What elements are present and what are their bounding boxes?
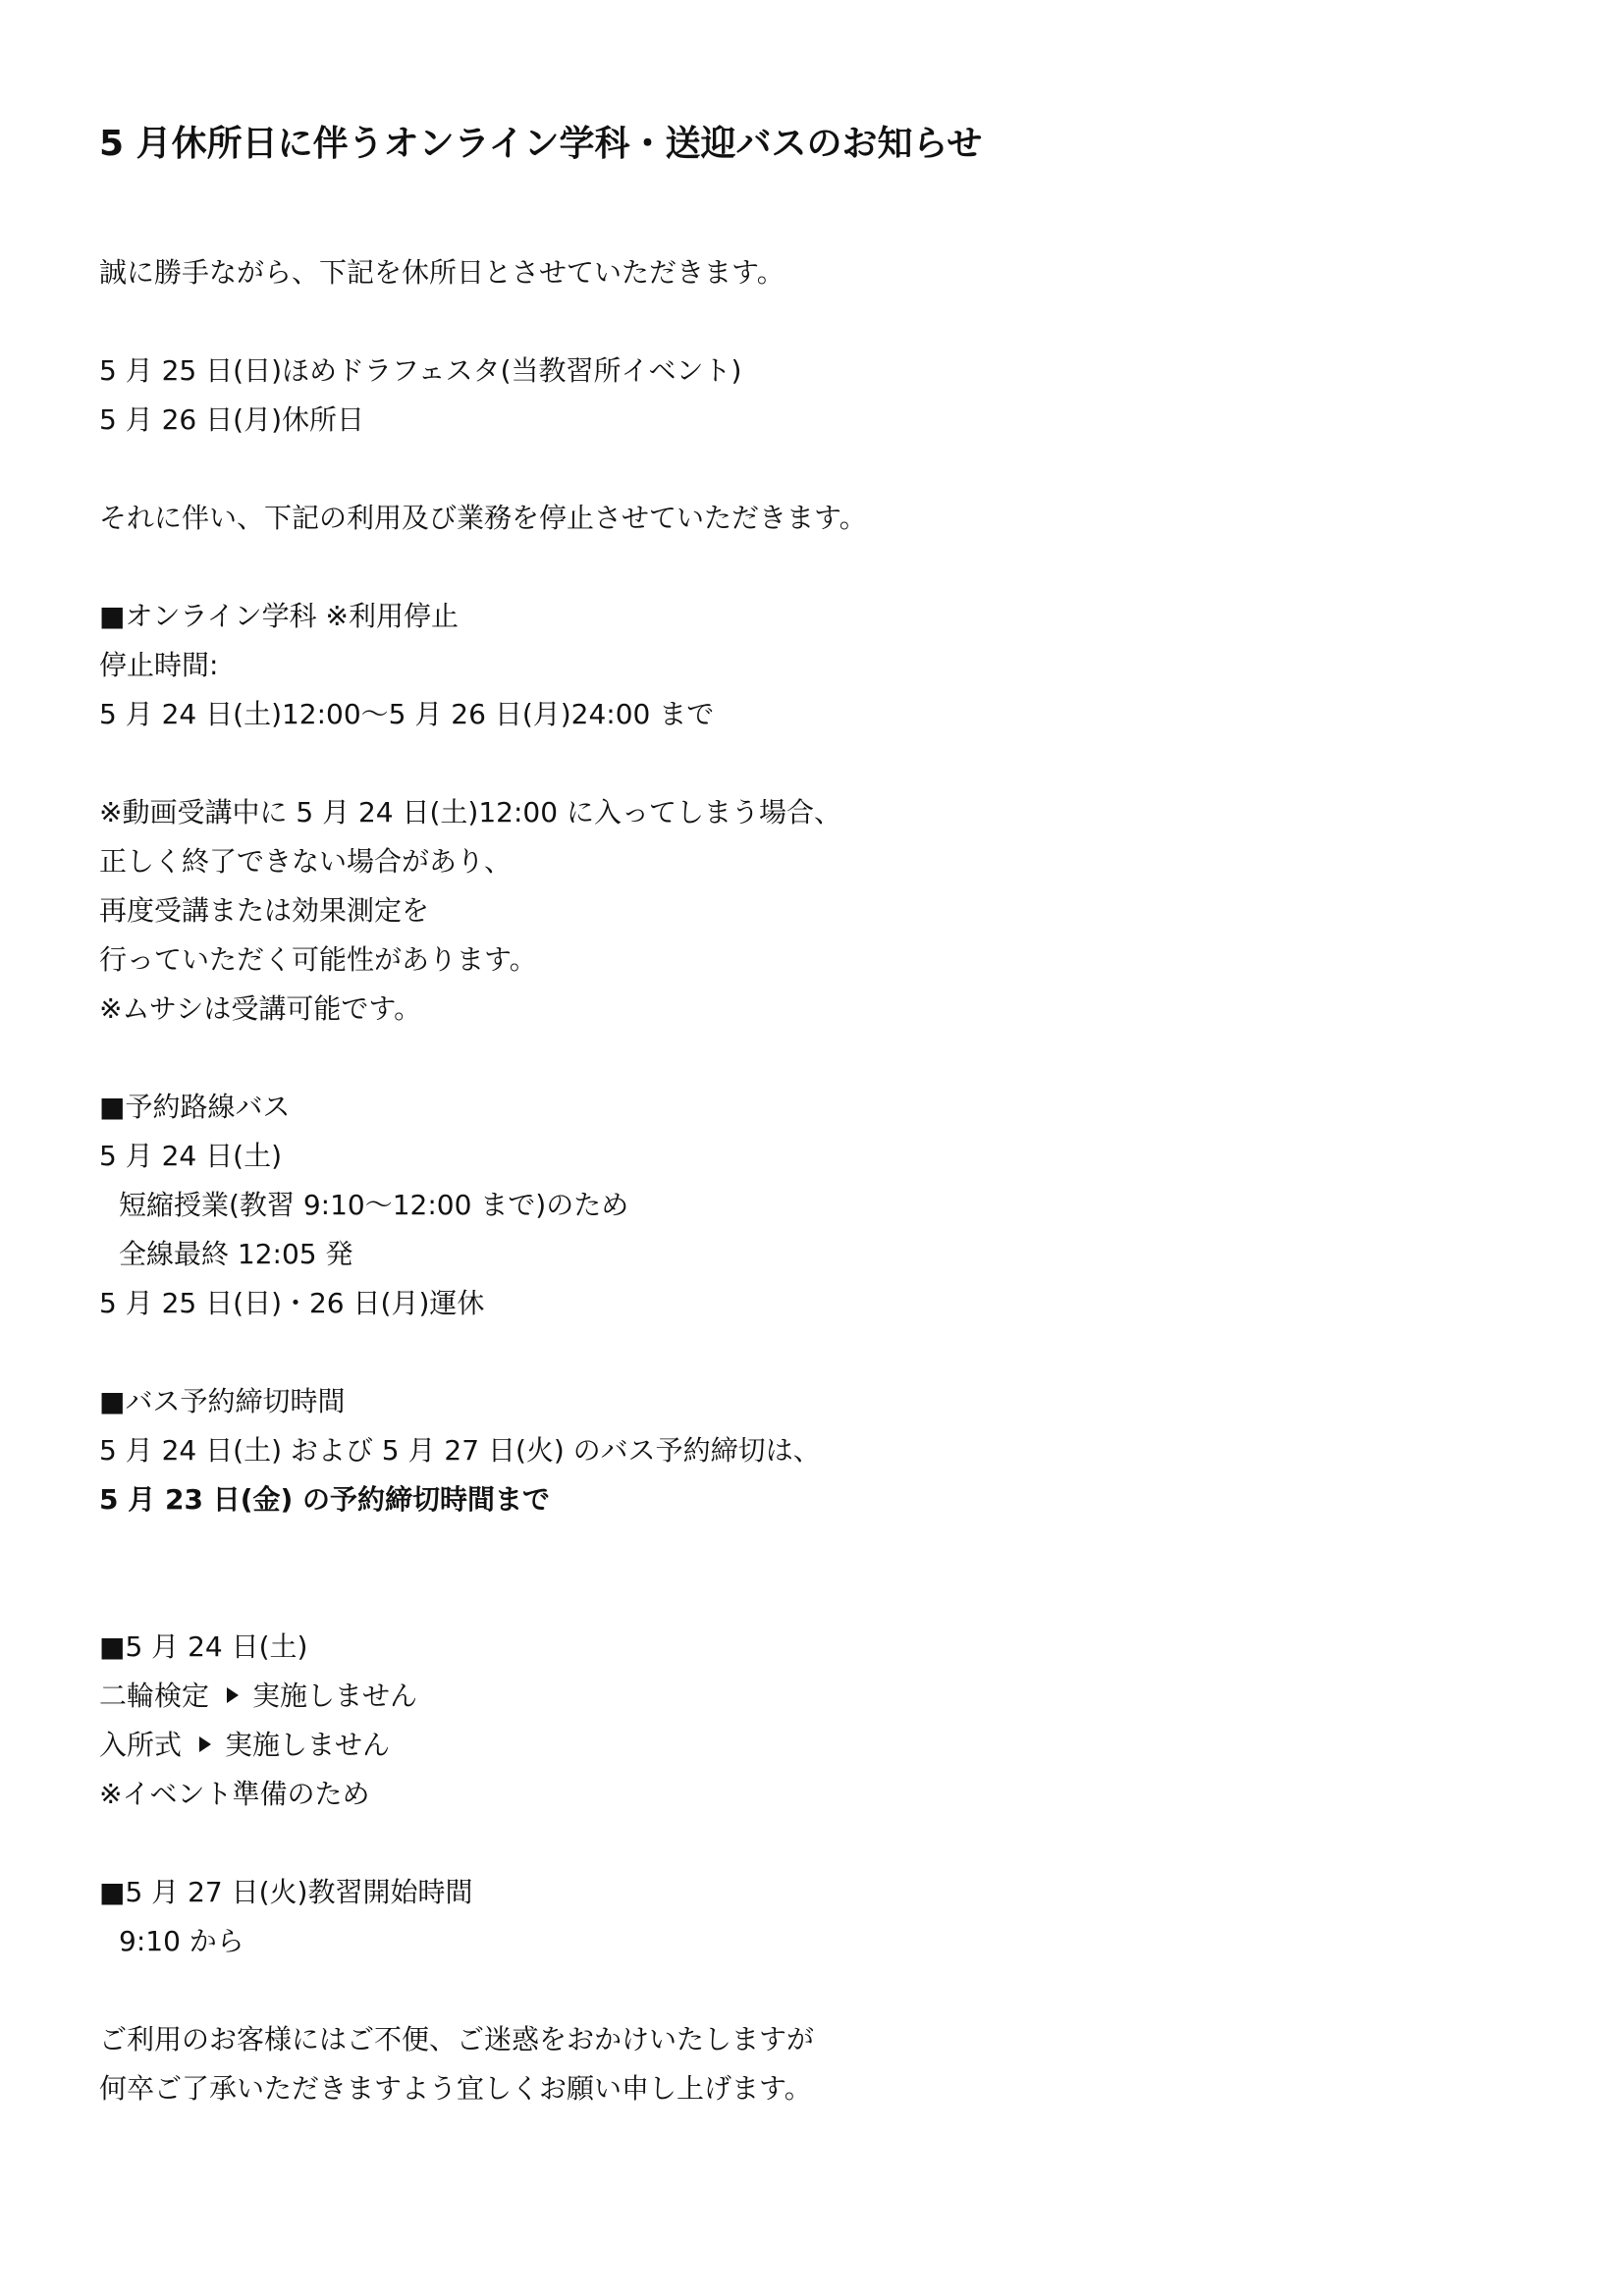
deadline-emphasis: 5 月 23 日(金) の予約締切時間まで <box>99 1483 551 1516</box>
online-note: 行っていただく可能性があります。 <box>99 943 537 976</box>
online-stop-label: 停止時間: <box>99 649 219 681</box>
suspension-intro: それに伴い、下記の利用及び業務を停止させていただきます。 <box>99 502 867 534</box>
spacer <box>99 445 867 494</box>
online-note: 再度受講または効果測定を <box>99 894 430 927</box>
notice-body <box>99 248 867 2113</box>
spacer <box>99 1966 867 2015</box>
route-bus-closed: 5 月 25 日(日)・26 日(月)運休 <box>99 1287 485 1319</box>
spacer <box>99 1819 867 1868</box>
may24-item-value: 実施しません <box>225 1729 391 1761</box>
triangle-right-icon <box>199 1736 211 1752</box>
intro-text: 誠に勝手ながら、下記を休所日とさせていただきます。 <box>99 256 785 289</box>
may24-heading: ■5 月 24 日(土) <box>99 1630 308 1663</box>
online-heading: ■オンライン学科 ※利用停止 <box>99 600 459 632</box>
may24-item <box>99 1721 867 1770</box>
online-note: ※動画受講中に 5 月 24 日(土)12:00 に入ってしまう場合、 <box>99 796 841 828</box>
holiday-line: 5 月 26 日(月)休所日 <box>99 403 364 436</box>
spacer <box>99 1524 867 1574</box>
closing-line: ご利用のお客様にはご不便、ご迷惑をおかけいたしますが <box>99 2023 815 2056</box>
deadline-line: 5 月 24 日(土) および 5 月 27 日(火) のバス予約締切は、 <box>99 1434 821 1467</box>
spacer <box>99 1034 867 1083</box>
may24-item-label: 入所式 <box>99 1729 183 1761</box>
online-note: ※ムサシは受講可能です。 <box>99 992 422 1025</box>
may24-item <box>99 1672 867 1721</box>
spacer <box>99 1574 867 1623</box>
route-bus-heading: ■予約路線バス <box>99 1091 291 1123</box>
spacer <box>99 739 867 788</box>
spacer <box>99 1328 867 1377</box>
holiday-line: 5 月 25 日(日)ほめドラフェスタ(当教習所イベント) <box>99 354 742 387</box>
may24-item-value: 実施しません <box>252 1680 418 1712</box>
online-note: 正しく終了できない場合があり、 <box>99 845 513 878</box>
spacer <box>99 543 867 592</box>
may24-item-label: 二輪検定 <box>99 1680 210 1712</box>
route-bus-line: 短縮授業(教習 9:10～12:00 まで)のため <box>119 1189 629 1221</box>
route-bus-line: 全線最終 12:05 発 <box>119 1238 353 1270</box>
may27-heading: ■5 月 27 日(火)教習開始時間 <box>99 1876 473 1908</box>
spacer <box>99 297 867 347</box>
may27-time: 9:10 から <box>119 1925 244 1957</box>
notice-title: 5 月休所日に伴うオンライン学科・送迎バスのお知らせ <box>99 124 983 164</box>
closing-line: 何卒ご了承いただきますよう宜しくお願い申し上げます。 <box>99 2072 812 2105</box>
may24-note: ※イベント準備のため <box>99 1778 370 1810</box>
triangle-right-icon <box>227 1687 239 1703</box>
online-stop-time: 5 月 24 日(土)12:00～5 月 26 日(月)24:00 まで <box>99 698 715 730</box>
route-bus-date: 5 月 24 日(土) <box>99 1140 282 1172</box>
deadline-heading: ■バス予約締切時間 <box>99 1385 346 1417</box>
